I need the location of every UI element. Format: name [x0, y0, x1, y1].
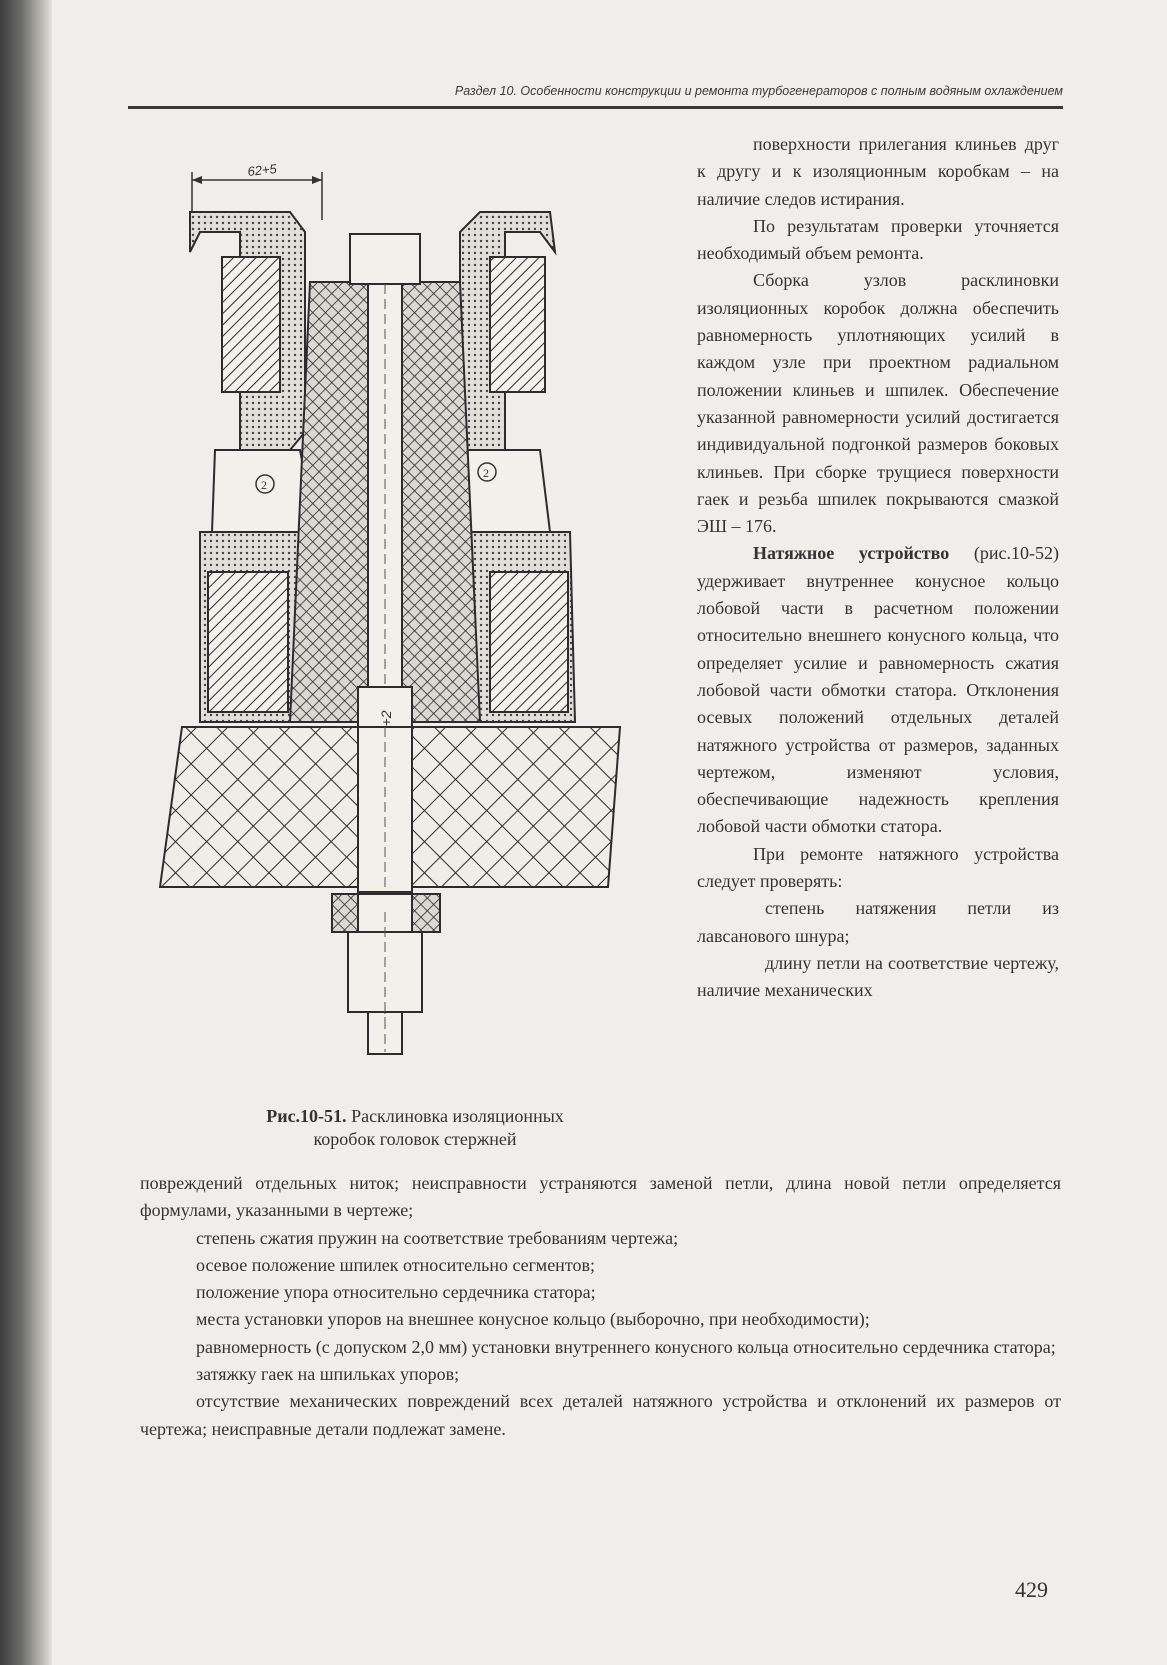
right-lower-bar [490, 572, 568, 712]
page-number: 429 [1015, 1577, 1048, 1602]
check-nuts: затяжку гаек на шпильках упоров; [196, 1364, 460, 1385]
check-loop: степень натяжения петли из лавсанового шнура; [697, 898, 1059, 946]
right-upper-bar [490, 257, 545, 392]
marker-left-label: 2 [261, 478, 267, 492]
tension-text: (рис.10-52) удерживает внутреннее конусное кольцо лобовой части в расчетном положении относительно внешнего конусного кольца, что определяет усилие и равномерность сжатия лобовой части обмотки статора. Отклонения осевых положений отдельных деталей натяжного устройства от размеров, заданных чертежом, изменяют условия, обеспечивающие надежность крепления лобовой части обмотки статора. [697, 543, 1059, 837]
paragraph-tension [697, 540, 1059, 840]
left-lower-bar [208, 572, 288, 712]
top-nut [350, 234, 420, 284]
tension-lead: Натяжное устройство [753, 543, 950, 564]
caption-line2: коробок головок стержней [313, 1129, 517, 1149]
technical-drawing [160, 161, 660, 1102]
paragraph-assembly: Сборка узлов расклиновки изоляционных коробок должна обеспечить равномерность уплотняющих усилий в каждом узле при проектном радиальном положении клиньев и шпилек. Обеспечение указанной равномерности усилий достигается индивидуальной подгонкой размеров боковых клиньев. При сборке трущиеся поверхности гаек и резьба шпилек покрываются смазкой ЭШ – 176. [697, 270, 1059, 537]
book-gutter-shadow [0, 0, 52, 1665]
running-header: Раздел 10. Особенности конструкции и ремонта турбогенераторов с полным водяным охлаждением [454, 84, 1063, 98]
paragraph-surfaces: поверхности прилегания клиньев друг к другу и к изоляционным коробкам – на наличие следов истирания. [697, 134, 1059, 209]
full-width-text [140, 1170, 1061, 1443]
marker-right-label: 2 [483, 466, 489, 480]
check-studs: осевое положение шпилек относительно сегментов; [196, 1254, 595, 1275]
check-stop: положение упора относительно сердечника статора; [196, 1282, 596, 1303]
check-length-cont: повреждений отдельных ниток; неисправности устраняются заменой петли, длина новой петли определяется формулами, указанными в чертеже; [140, 1173, 1061, 1221]
header-rule [128, 106, 1063, 109]
check-length-start: длину петли на соответствие чертежу, наличие механических [697, 952, 1059, 1001]
right-column [697, 131, 1059, 1005]
check-ring: равномерность (с допуском 2,0 мм) установки внутреннего конусного кольца относительно сердечника статора; [196, 1336, 1056, 1357]
check-springs: степень сжатия пружин на соответствие требованиям чертежа; [196, 1227, 679, 1248]
caption-line1: Расклиновка изоляционных [351, 1106, 564, 1126]
figure-10-51 [160, 161, 660, 1102]
check-stop-places: места установки упоров на внешнее конусное кольцо (выборочно, при необходимости); [196, 1309, 870, 1330]
check-damage: отсутствие механических повреждений всех деталей натяжного устройства и отклонений их размеров от чертежа; неисправные детали подлежат замене. [140, 1391, 1061, 1439]
figure-caption [190, 1105, 640, 1151]
left-upper-bar [222, 257, 280, 392]
caption-number: Рис.10-51. [266, 1106, 347, 1126]
paragraph-results: По результатам проверки уточняется необходимый объем ремонта. [697, 215, 1059, 264]
paragraph-repair-intro: При ремонте натяжного устройства следует проверять: [697, 843, 1059, 892]
right-middle-wall [460, 450, 550, 532]
dim-top-label: 62+5 [246, 161, 278, 179]
